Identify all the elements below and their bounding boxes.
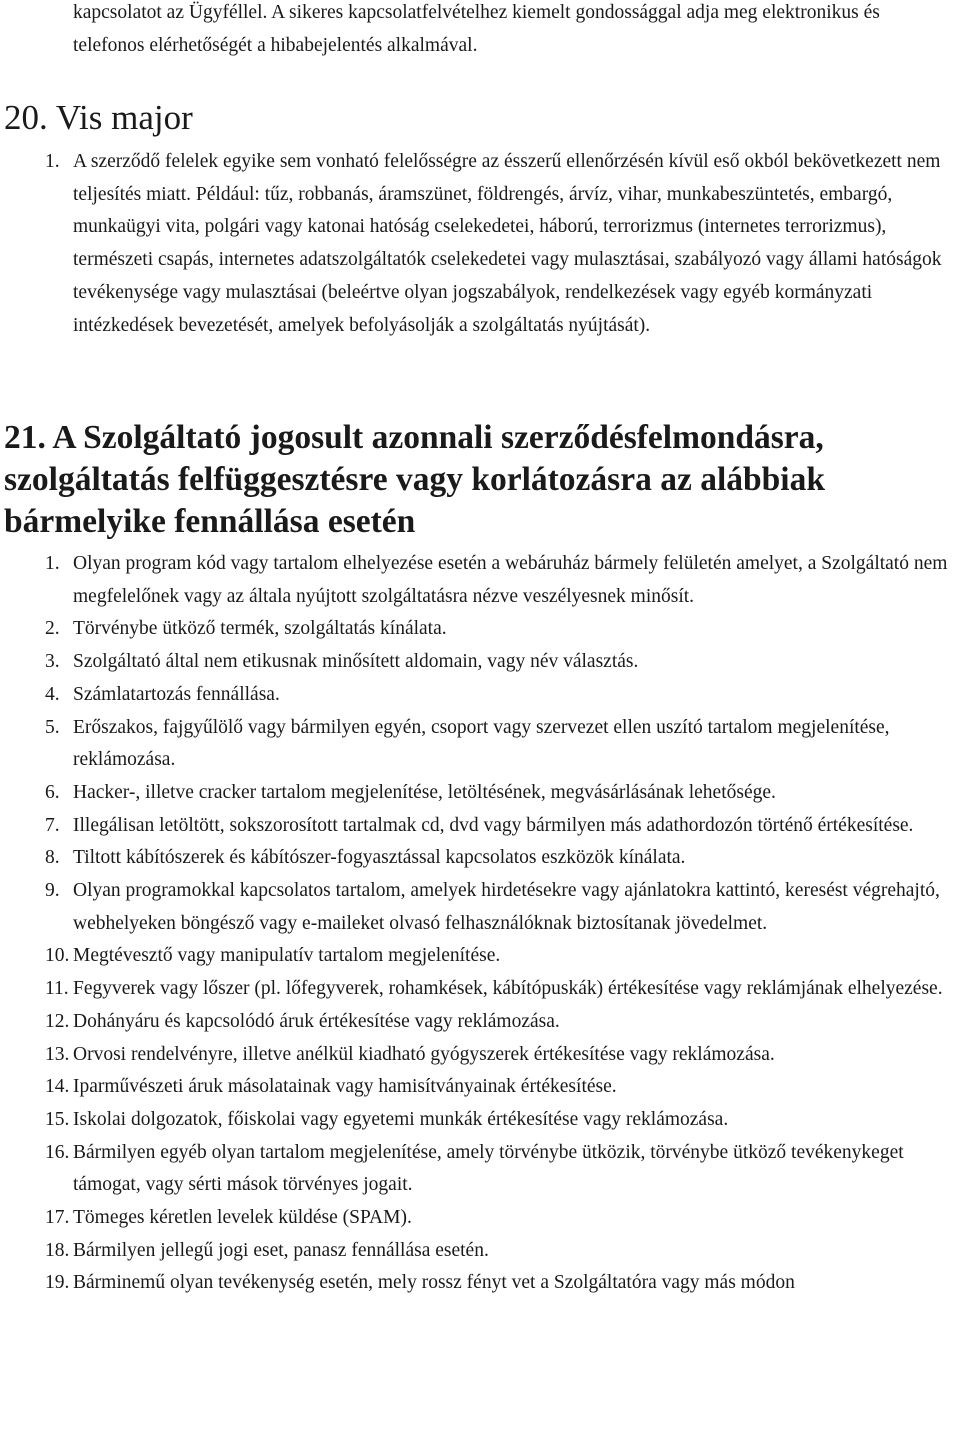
item-number: 18. [45,1239,70,1261]
item-number: 6. [45,781,60,803]
item-number: 12. [45,1010,70,1032]
item-text: Tömeges kéretlen levelek küldése (SPAM). [73,1207,412,1229]
list-item [0,712,953,777]
section-21-list [0,548,960,1300]
item-text: Orvosi rendelvényre, illetve anélkül kiadható gyógyszerek értékesítése vagy reklámozása. [73,1043,775,1065]
section-20-heading: 20. Vis major [4,98,193,137]
item-text: Számlatartozás fennállása. [73,683,280,705]
list-item [0,146,953,342]
list-item [0,777,953,810]
list-item [0,1267,953,1300]
item-number: 17. [45,1207,70,1229]
item-text: Megtévesztő vagy manipulatív tartalom megjelenítése. [73,945,501,967]
list-item [0,973,953,1006]
item-text: Dohányáru és kapcsolódó áruk értékesítése vagy reklámozása. [73,1010,560,1032]
item-text: Iparművészeti áruk másolatainak vagy hamisítványainak értékesítése. [73,1076,617,1098]
item-number: 8. [45,847,60,869]
item-number: 19. [45,1272,70,1294]
list-item [0,646,953,679]
list-item [0,1235,953,1268]
list-item [0,679,953,712]
item-number: 7. [45,814,60,836]
section-21-heading: 21. A Szolgáltató jogosult azonnali szerződésfelmondásra, szolgáltatás felfüggesztésre vagy korlátozásra az alábbiak bármelyike fennállása esetén [4,419,825,540]
item-text: Tiltott kábítószerek és kábítószer-fogyasztással kapcsolatos eszközök kínálata. [73,847,686,869]
section-20-list [0,146,960,342]
item-text: Olyan program kód vagy tartalom elhelyezése esetén a webáruház bármely felületén amelyet, a Szolgáltató nem megfelelőnek vagy az általa nyújtott szolgáltatásra nézve veszélyesnek minősít. [73,553,948,607]
item-text: Bármilyen jellegű jogi eset, panasz fennállása esetén. [73,1239,489,1261]
item-number: 4. [45,683,60,705]
item-text: Fegyverek vagy lőszer (pl. lőfegyverek, rohamkések, kábítópuskák) értékesítése vagy reklámjának elhelyezése. [73,978,943,1000]
item-number: 1. [45,151,60,172]
item-number: 3. [45,651,60,673]
item-number: 13. [45,1043,70,1065]
list-item [0,613,953,646]
item-text: Bármilyen egyéb olyan tartalom megjelenítése, amely törvénybe ütközik, törvénybe ütköző tevékenykeget támogat, vagy sérti mások törvényes jogait. [73,1141,904,1196]
item-text: Erőszakos, fajgyűlölő vagy bármilyen egyén, csoport vagy szervezet ellen uszító tartalom megjelenítése, reklámozása. [73,716,890,771]
list-item [0,1104,953,1137]
item-number: 10. [45,945,70,967]
list-item [0,1137,953,1202]
list-item [0,1202,953,1235]
item-text: Törvénybe ütköző termék, szolgáltatás kínálata. [73,618,447,640]
list-item [0,548,953,613]
item-number: 5. [45,716,60,738]
item-text: Iskolai dolgozatok, főiskolai vagy egyetemi munkák értékesítése vagy reklámozása. [73,1108,729,1130]
list-item [0,940,953,973]
item-number: 11. [45,978,69,1000]
item-number: 1. [45,553,60,574]
intro-continuation: kapcsolatot az Ügyféllel. A sikeres kapcsolatfelvételhez kiemelt gondossággal adja meg elektronikus és telefonos elérhetőségét a hibabejelentés alkalmával. [73,2,880,56]
item-number: 9. [45,880,60,902]
item-number: 15. [45,1108,70,1130]
list-item [0,875,953,940]
item-text: Hacker-, illetve cracker tartalom megjelenítése, letöltésének, megvásárlásának lehetősége. [73,781,776,803]
list-item [0,1039,953,1072]
list-item [0,842,953,875]
item-text: Olyan programokkal kapcsolatos tartalom, amelyek hirdetésekre vagy ajánlatokra kattintó, keresést végrehajtó, webhelyeken böngésző vagy e-maileket olvasó felhasználóknak biztosítanak jövedelmet. [73,880,940,934]
list-item [0,1071,953,1104]
item-number: 16. [45,1141,70,1163]
item-text: Szolgáltató által nem etikusnak minősített aldomain, vagy név választás. [73,651,639,673]
item-number: 14. [45,1076,70,1098]
item-text: A szerződő felelek egyike sem vonható felelősségre az ésszerű ellenőrzésén kívül eső okból bekövetkezett nem teljesítés miatt. Például: tűz, robbanás, áramszünet, földrengés, árvíz, vihar, munkabeszüntetés, embargó, munkaügyi vita, polgári vagy katonai hatóság cselekedetei, háború, terrorizmus (internetes terrorizmus), természeti csapás, internetes adatszolgáltatók cselekedetei vagy mulasztásai, szabályozó vagy állami hatóságok tevékenysége vagy mulasztásai (beleértve olyan jogszabályok, rendelkezések vagy egyéb kormányzati intézkedések bevezetését, amelyek befolyásolják a szolgáltatás nyújtását). [73,151,942,336]
item-number: 2. [45,618,60,640]
item-text: Illegálisan letöltött, sokszorosított tartalmak cd, dvd vagy bármilyen más adathordozón történő értékesítése. [73,814,914,836]
list-item [0,810,953,843]
list-item [0,1006,953,1039]
item-text: Bárminemű olyan tevékenység esetén, mely rossz fényt vet a Szolgáltatóra vagy más módon [73,1272,795,1294]
